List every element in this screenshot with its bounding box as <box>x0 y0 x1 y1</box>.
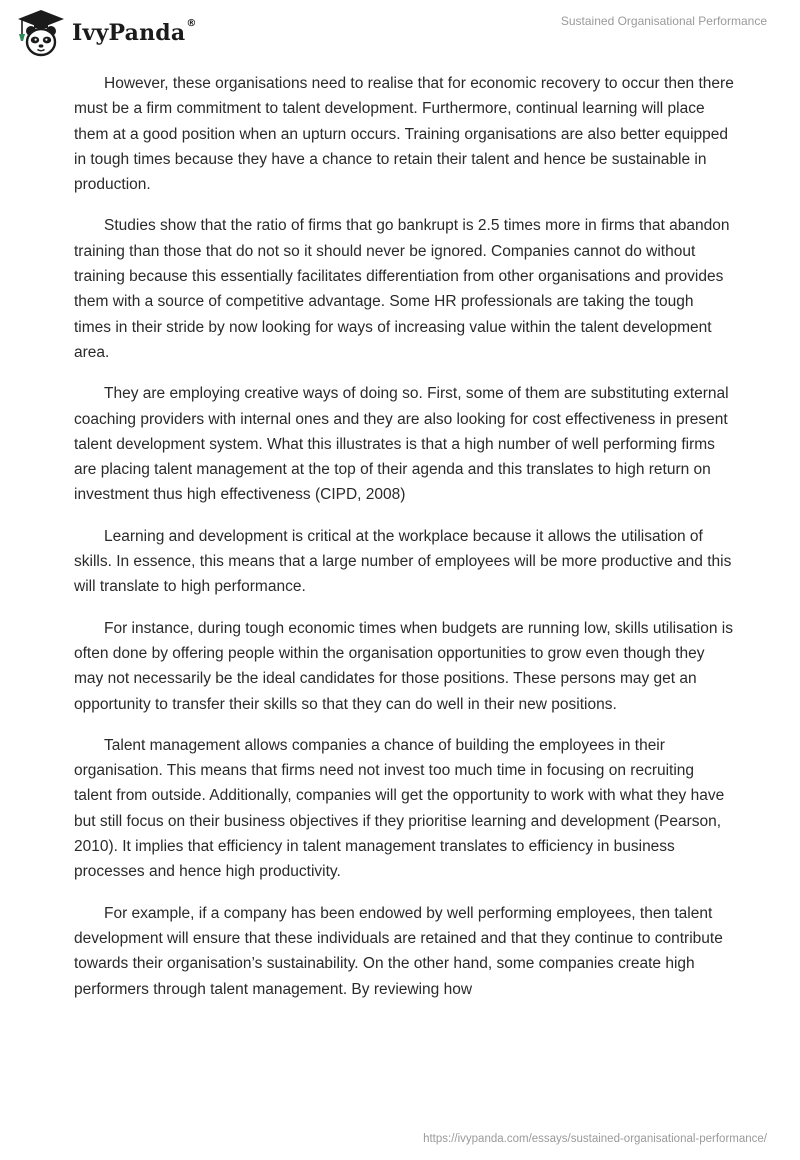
brand-registered-mark: ® <box>186 18 197 29</box>
document-title: Sustained Organisational Performance <box>560 14 767 28</box>
essay-body <box>74 71 734 1018</box>
paragraph: They are employing creative ways of doing so. First, some of them are substituting external coaching providers with internal ones and they are also looking for cost effectiveness in present talent development system. What this illustrates is that a high number of well performing firms are placing talent management at the top of their agenda and this translates to high return on investment thus high effectiveness (CIPD, 2008) <box>74 385 729 504</box>
source-url-link[interactable]: https://ivypanda.com/essays/sustained-organisational-performance/ <box>423 1133 767 1145</box>
page-header <box>0 0 800 60</box>
brand-name-text: IvyPanda <box>72 20 186 46</box>
brand-name <box>72 20 197 46</box>
panda-logo-icon <box>14 8 68 58</box>
paragraph: For instance, during tough economic times when budgets are running low, skills utilisation is often done by offering people within the organisation opportunities to grow even though they may not necessarily be the ideal candidates for those positions. These persons may get an opportunity to transfer their skills so that they can do well in their new positions. <box>74 619 733 713</box>
paragraph: Learning and development is critical at the workplace because it allows the utilisation of skills. In essence, this means that a large number of employees will be more productive and this will translate to high performance. <box>74 527 732 596</box>
brand-logo[interactable] <box>14 8 197 58</box>
paragraph: Studies show that the ratio of firms that go bankrupt is 2.5 times more in firms that abandon training than those that do not so it should never be ignored. Companies cannot do without training because this essentially facilitates differentiation from other organisations and provides them with a source of competitive advantage. Some HR professionals are taking the tough times in their stride by now looking for ways of increasing value within the talent development area. <box>74 217 730 361</box>
paragraph: For example, if a company has been endowed by well performing employees, then talent development will ensure that these individuals are retained and that they continue to contribute towards their organisation’s sustainability. On the other hand, some companies create high performers through talent management. By reviewing how <box>74 904 723 998</box>
paragraph: However, these organisations need to realise that for economic recovery to occur then there must be a firm commitment to talent development. Furthermore, continual learning will place them at a good position when an upturn occurs. Training organisations are also better equipped in tough times because they have a chance to retain their talent and hence be sustainable in production. <box>74 75 734 194</box>
paragraph: Talent management allows companies a chance of building the employees in their organisation. This means that firms need not invest too much time in focusing on recruiting talent from outside. Additionally, companies will get the opportunity to work with what they have but still focus on their business objectives if they prioritise learning and development (Pearson, 2010). It implies that efficiency in talent management translates to efficiency in business processes and hence high productivity. <box>74 736 725 881</box>
